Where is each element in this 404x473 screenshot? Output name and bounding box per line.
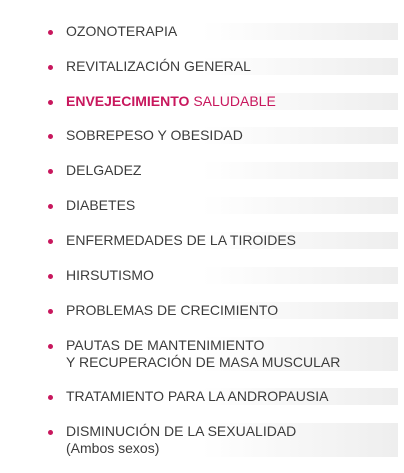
bullet-icon [48, 395, 53, 400]
menu-item-tratamiento-andropausia[interactable] [42, 388, 398, 405]
menu-item-revitalizacion-general[interactable] [42, 58, 398, 75]
menu-item-label: REVITALIZACIÓN GENERAL [66, 58, 251, 74]
menu-item-label [66, 423, 296, 457]
menu-item-diabetes[interactable] [42, 197, 398, 214]
menu-item-label: HIRSUTISMO [66, 267, 154, 283]
menu-item-problemas-crecimiento[interactable] [42, 302, 398, 319]
menu-item-label: SOBREPESO Y OBESIDAD [66, 127, 243, 143]
bullet-icon [48, 204, 53, 209]
bullet-icon [48, 239, 53, 244]
menu-item-label-line2: Y RECUPERACIÓN DE MASA MUSCULAR [66, 354, 341, 370]
menu-item-label-line1: PAUTAS DE MANTENIMIENTO [66, 337, 265, 353]
menu-item-label-rest: SALUDABLE [189, 93, 276, 109]
menu-item-label-bold: ENVEJECIMIENTO [66, 93, 190, 109]
bullet-icon [48, 430, 53, 435]
menu-item-label: ENFERMEDADES DE LA TIROIDES [66, 232, 297, 248]
bullet-icon [48, 344, 53, 349]
bullet-icon [48, 65, 53, 70]
menu-item-envejecimiento-saludable[interactable] [42, 93, 398, 110]
bullet-icon [48, 274, 53, 279]
menu-item-label-line2: (Ambos sexos) [66, 440, 160, 456]
bullet-icon [48, 309, 53, 314]
bullet-icon [48, 169, 53, 174]
menu-item-label: TRATAMIENTO PARA LA ANDROPAUSIA [66, 388, 329, 404]
menu-item-pautas-mantenimiento[interactable] [42, 337, 398, 371]
menu-item-sobrepeso-obesidad[interactable] [42, 127, 398, 144]
menu-item-enfermedades-tiroides[interactable] [42, 232, 398, 249]
menu-item-hirsutismo[interactable] [42, 267, 398, 284]
menu-item-label [66, 93, 276, 110]
bullet-icon [48, 30, 53, 35]
menu-item-label-line1: DISMINUCIÓN DE LA SEXUALIDAD [66, 423, 297, 439]
menu-item-label: DIABETES [66, 197, 136, 213]
menu-item-ozonoterapia[interactable] [42, 23, 398, 40]
menu-item-label: OZONOTERAPIA [66, 23, 178, 39]
menu-item-delgadez[interactable] [42, 162, 398, 179]
bullet-icon [48, 134, 53, 139]
menu-item-disminucion-sexualidad[interactable] [42, 423, 398, 457]
menu-item-label [66, 337, 340, 371]
menu-item-label: DELGADEZ [66, 162, 142, 178]
bullet-icon [48, 100, 53, 105]
menu-item-label: PROBLEMAS DE CRECIMIENTO [66, 302, 279, 318]
